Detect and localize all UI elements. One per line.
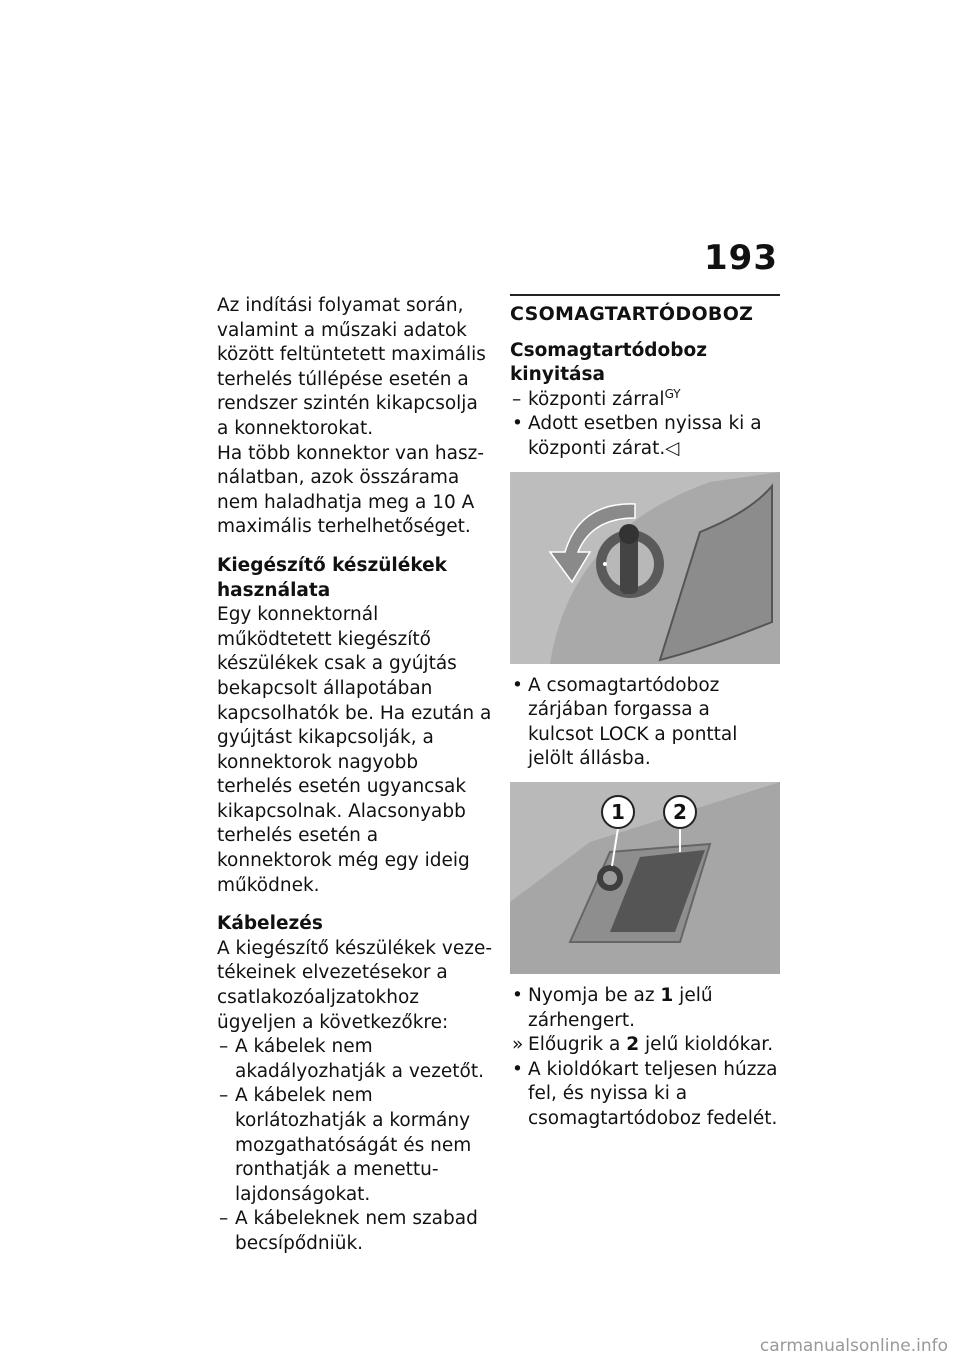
condition-item: – központi zárral$^{GY}$ [512, 386, 681, 410]
paragraph-accessories: Egy konnektornál működtetett kiegészítő készülékek csak a gyújtás bekapcsolt állapotában kapcsolhatók be. Ha ezután a gyújtást kikapcsolják, a konnektorok nagyobb terhelés esetén ugyancsak kikapcsolnak. Alacsonyabb terhelés esetén a konnektorok még egy ideig működnek. [217, 604, 492, 896]
step-item: • A kioldókart teljesen húzza fel, és nyissa ki a csomagtartódoboz fedelét. [512, 1058, 778, 1129]
paragraph-multiple-sockets: Ha több konnektor van használatban, azok összárama nem haladhatja meg a 10 A maximális terhelhetőséget. [217, 442, 485, 538]
step-item: • Adott esetben nyissa ki a központi zárat.◁ [512, 413, 762, 459]
key-lock-illustration [510, 472, 780, 664]
step-item: • A csomagtartódoboz zárjában forgassa a kulcsot LOCK a ponttal jelölt állásba. [512, 674, 738, 770]
dash-marker: – [219, 1036, 229, 1058]
step-item: • Nyomja be az 1 jelű zárhengert. [512, 984, 713, 1031]
dash-marker: – [219, 1208, 229, 1230]
right-column [510, 294, 780, 1132]
end-marker-icon: ◁ [665, 437, 680, 459]
paragraph-overload: Az indítási folyamat során, valamint a műszaki adatok között feltüntetett maximális terhelés túllépése esetén a rendszer szintén kikapcsolja a konnektorokat. [217, 295, 486, 439]
dash-marker: – [219, 1085, 229, 1107]
page-number: 193 [704, 238, 778, 278]
paragraph-cabling: A kiegészítő készülékek vezetékeinek elvezetésekor a csatlakozóaljzatokhoz ügyeljen a következőkre: [217, 937, 493, 1033]
list-item: – A kábelek nem akadályozhatják a vezetőt. [219, 1036, 484, 1082]
list-item: – A kábeleknek nem szabad becsípődniük. [219, 1208, 478, 1254]
heading-open-topcase: Csomagtartódoboz kinyitása [510, 339, 707, 386]
release-lever-illustration [510, 782, 780, 974]
callout-1: 1 [611, 799, 625, 824]
list-item: – A kábelek nem korlátozhatják a kormány mozgathatóságát és nem ronthatják a menettulajdonságokat. [219, 1085, 472, 1205]
footer-watermark: carmanualsonline.info [759, 1336, 948, 1356]
callout-2: 2 [673, 799, 687, 824]
section-title: CSOMAGTARTÓDOBOZ [510, 294, 780, 327]
heading-accessories: Kiegészítő készülékek használata [217, 554, 447, 601]
left-column [217, 294, 492, 1257]
result-item: » Előugrik a 2 jelű kioldókar. [512, 1034, 774, 1056]
heading-cabling: Kábelezés [217, 913, 323, 935]
